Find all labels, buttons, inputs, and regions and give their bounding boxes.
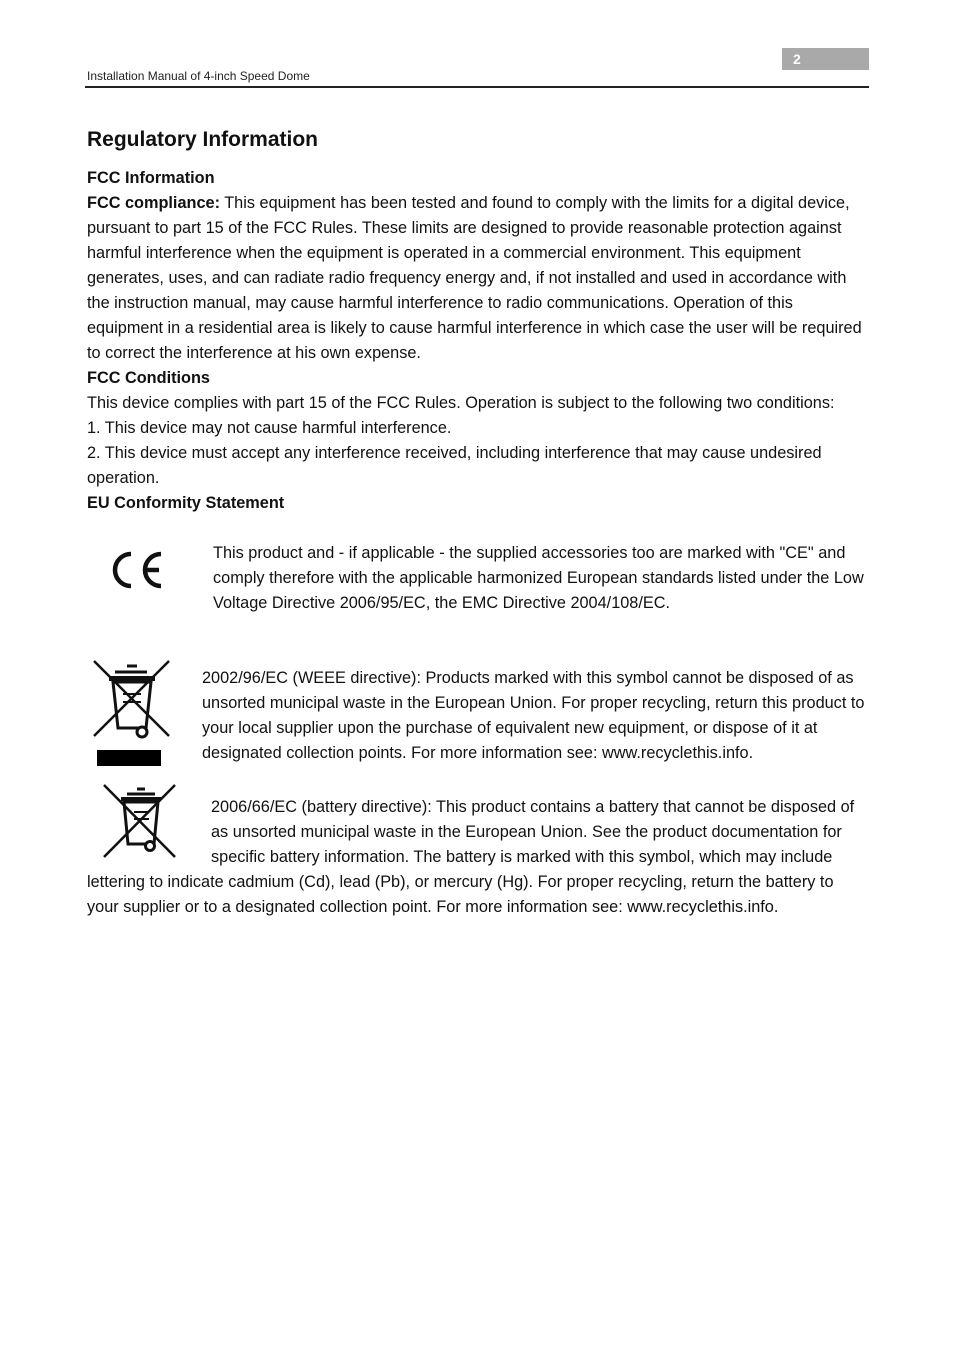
- fcc-compliance-paragraph: [87, 191, 867, 366]
- fcc-compliance-text: This equipment has been tested and found to comply with the limits for a digital device, pursuant to part 15 of the FCC Rules. These limits are designed to provide reasonable protection against harmful interference when the equipment is operated in a commercial environment. This equipment generates, uses, and can radiate radio frequency energy and, if not installed and used in accordance with the instruction manual, may cause harmful interference to radio communications. Operation of this equipment in a residential area is likely to cause harmful interference in which case the user will be required to correct the interference at his own expense.: [87, 194, 862, 362]
- header-rule: [85, 86, 869, 88]
- fcc-condition-2: 2. This device must accept any interference received, including interference that may cause undesired operation.: [87, 444, 822, 487]
- battery-statement: [87, 795, 867, 920]
- page-number-badge: 2: [782, 48, 869, 70]
- page-content: [87, 124, 867, 920]
- fcc-conditions-intro: This device complies with part 15 of the FCC Rules. Operation is subject to the following two conditions:: [87, 394, 835, 412]
- fcc-compliance-label: FCC compliance:: [87, 194, 220, 212]
- fcc-conditions-heading: FCC Conditions: [87, 369, 210, 387]
- eu-conformity-heading: EU Conformity Statement: [87, 494, 285, 512]
- weee-statement: [87, 666, 867, 770]
- manual-title: Installation Manual of 4-inch Speed Dome: [87, 69, 310, 83]
- ce-statement: [87, 541, 867, 616]
- crossed-out-bin-icon: [99, 782, 181, 862]
- weee-statement-text: 2002/96/EC (WEEE directive): Products marked with this symbol cannot be disposed of as unsorted municipal waste in the European Union. For proper recycling, return this product to your local supplier upon the purchase of equivalent new equipment, or dispose of it at designated collection points. For more information see: www.recyclethis.info.: [202, 669, 865, 762]
- section-title: Regulatory Information: [87, 128, 319, 151]
- fcc-information-heading: FCC Information: [87, 169, 215, 187]
- crossed-out-wheeled-bin-icon: [89, 658, 175, 770]
- ce-mark-icon: [107, 545, 167, 595]
- ce-statement-text: This product and - if applicable - the supplied accessories too are marked with "CE" and comply therefore with the applicable harmonized European standards listed under the Low Voltage Directive 2006/95/EC, the EMC Directive 2004/108/EC.: [213, 544, 864, 612]
- fcc-condition-1: 1. This device may not cause harmful interference.: [87, 419, 452, 437]
- battery-statement-text: 2006/66/EC (battery directive): This product contains a battery that cannot be disposed of as unsorted municipal waste in the European Union. See the product documentation for specific battery information. The battery is marked with this symbol, which may include lettering to indicate cadmium (Cd), lead (Pb), or mercury (Hg). For proper recycling, return the battery to your supplier or to a designated collection point. For more information see: www.recyclethis.info.: [87, 798, 855, 916]
